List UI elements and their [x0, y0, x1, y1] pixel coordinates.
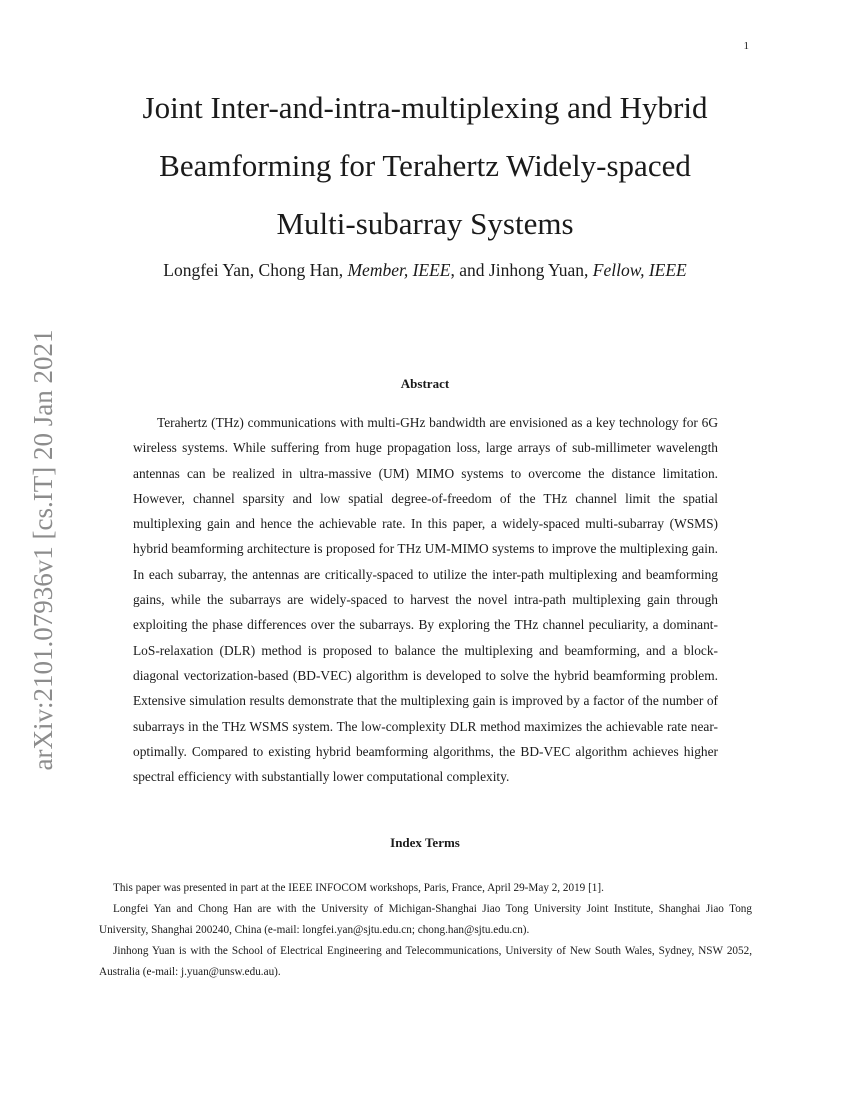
paper-title: [85, 79, 765, 253]
footnotes: [99, 878, 752, 983]
title-line: Beamforming for Terahertz Widely-spaced: [159, 148, 691, 183]
title-line: Joint Inter-and-intra-multiplexing and Hybrid: [142, 90, 708, 125]
abstract-heading: Abstract: [400, 376, 450, 391]
arxiv-identifier-text: arXiv:2101.07936v1 [cs.IT] 20 Jan 2021: [28, 329, 58, 771]
author-role-1: Member, IEEE: [347, 260, 451, 280]
author-names-1: Longfei Yan, Chong Han,: [163, 260, 348, 280]
footnote-affiliation-yuan: Jinhong Yuan is with the School of Electrical Engineering and Telecommunications, University of New South Wales, Sydney, NSW 2052, Australia (e-mail: j.yuan@unsw.edu.au).: [99, 945, 752, 978]
footnote-presentation: This paper was presented in part at the IEEE INFOCOM workshops, Paris, France, April 29-May 2, 2019 [1].: [113, 882, 604, 894]
abstract-body: Terahertz (THz) communications with multi-GHz bandwidth are envisioned as a key technology for 6G wireless systems. While suffering from huge propagation loss, large arrays of sub-millimeter wavelength antennas can be realized in ultra-massive (UM) MIMO systems to overcome the distance limitation. However, channel sparsity and low spatial degree-of-freedom of the THz channel limit the spatial multiplexing gain and hence the achievable rate. In this paper, a widely-spaced multi-subarray (WSMS) hybrid beamforming architecture is proposed for THz UM-MIMO systems to improve the multiplexing gain. In each subarray, the antennas are critically-spaced to utilize the inter-path multiplexing and beamforming gains, while the subarrays are widely-spaced to harvest the novel intra-path multiplexing gain through exploiting the phase differences over the subarrays. By exploring the THz channel peculiarity, a dominant-LoS-relaxation (DLR) method is proposed to balance the multiplexing and beamforming, and a block-diagonal vectorization-based (BD-VEC) algorithm is developed to solve the hybrid beamforming problem. Extensive simulation results demonstrate that the multiplexing gain is improved by a factor of the number of subarrays in the THz WSMS system. The low-complexity DLR method maximizes the achievable rate near-optimally. Compared to existing hybrid beamforming algorithms, the BD-VEC algorithm achieves higher spectral efficiency with substantially lower computational complexity.: [133, 415, 718, 785]
footnote-affiliation-yan-han: Longfei Yan and Chong Han are with the University of Michigan-Shanghai Jiao Tong University Joint Institute, Shanghai Jiao Tong University, Shanghai 200240, China (e-mail: longfei.yan@sjtu.edu.cn; chong.han@sjtu.edu.cn).: [99, 903, 752, 936]
author-role-2: Fellow, IEEE: [592, 260, 687, 280]
page-number: 1: [743, 40, 749, 52]
author-names-2: , and Jinhong Yuan,: [450, 260, 593, 280]
author-list: [85, 260, 765, 281]
title-line: Multi-subarray Systems: [276, 206, 574, 241]
index-terms-heading: Index Terms: [390, 835, 460, 850]
